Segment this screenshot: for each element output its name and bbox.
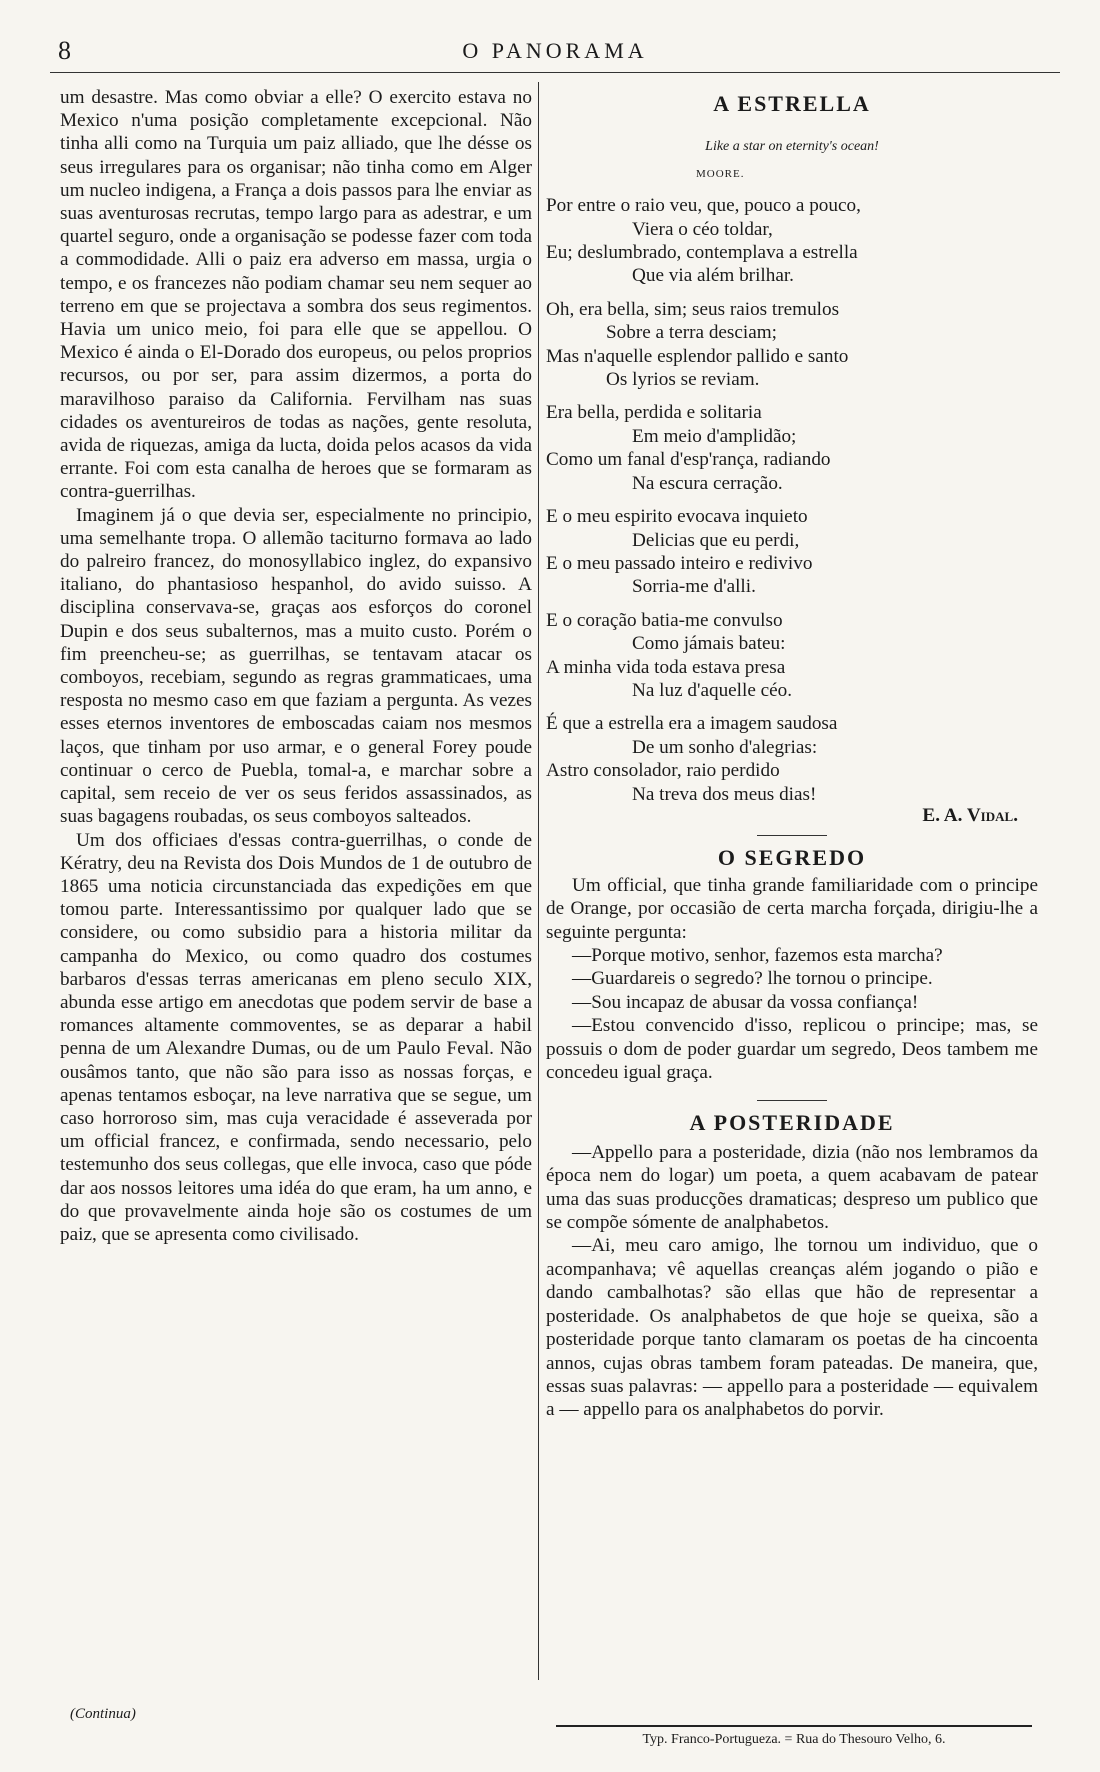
poem-line: De um sonho d'alegrias:	[632, 736, 818, 758]
segredo-paragraph: —Estou convencido d'isso, replicou o principe; mas, se possuis o dom de poder guardar um segredo, Deos tambem me concedeu igual graça.	[546, 1015, 1038, 1084]
epigraph-author: MOORE.	[696, 167, 745, 180]
epigraph: Like a star on eternity's ocean!	[705, 139, 879, 155]
section-title-estrella: A ESTRELLA	[713, 91, 871, 116]
section-title-segredo: O SEGREDO	[717, 845, 867, 871]
poem-line: A minha vida toda estava presa	[546, 656, 786, 678]
stanza	[546, 401, 1038, 495]
segredo-paragraph: —Guardareis o segredo? lhe tornou o principe.	[572, 968, 933, 990]
poem-line: Oh, era bella, sim; seus raios tremulos	[546, 298, 840, 320]
poem-line: Como um fanal d'esp'rança, radiando	[546, 449, 831, 471]
poem-line: Mas n'aquelle esplendor pallido e santo	[546, 345, 849, 367]
column-divider	[538, 82, 539, 1680]
page-number: 8	[58, 36, 71, 65]
poem-line: Era bella, perdida e solitaria	[546, 402, 762, 424]
poem-line: Delicias que eu perdi,	[632, 529, 800, 551]
poem-line: Em meio d'amplidão;	[632, 425, 797, 447]
segredo-text	[546, 874, 1038, 1085]
stanza	[546, 194, 1038, 288]
poem-line: Por entre o raio veu, que, pouco a pouco,	[546, 195, 861, 217]
poem-line: Que via além brilhar.	[632, 265, 794, 287]
stanza	[546, 609, 1038, 703]
right-column	[546, 92, 1038, 1422]
posteridade-paragraph: —Ai, meu caro amigo, lhe tornou um individuo, que o acompanhava; vê aquellas creanças além jogando o pião e dando cambalhotas? são ellas que hão de representar a posteridade. Os analphabetos de que hoje se queixa, são a posteridade porque tanto clamaram os poetas de ha cincoenta annos, cujas obras tambem foram pateadas. De maneira, que, essas suas palavras: — appello para a posteridade — equivalem a — appello para os analphabetos do porvir.	[546, 1235, 1038, 1421]
continua-note: (Continua)	[70, 1706, 136, 1722]
segredo-paragraph: —Porque motivo, senhor, fazemos esta marcha?	[572, 945, 943, 966]
poem-line: E o meu passado inteiro e redivivo	[546, 552, 813, 574]
poem-line: Na luz d'aquelle céo.	[632, 679, 793, 701]
segredo-paragraph: —Sou incapaz de abusar da vossa confiança!	[572, 991, 919, 1013]
masthead: O PANORAMA	[462, 38, 648, 63]
poem-line: Sorria-me d'alli.	[632, 576, 756, 598]
posteridade-paragraph: —Appello para a posteridade, dizia (não nos lembramos da época nem do logar) um poeta, a quem acabavam de patear uma das suas producções dramaticas; despreso um publico que se compõe sómente de analphabetos.	[546, 1141, 1038, 1234]
footer-rule	[556, 1725, 1032, 1727]
poem-line: É que a estrella era a imagem saudosa	[546, 713, 838, 735]
stanza	[546, 712, 1038, 806]
poem-line: Viera o céo toldar,	[632, 218, 773, 240]
poem-line: Astro consolador, raio perdido	[546, 760, 780, 782]
left-paragraph: Imaginem já o que devia ser, especialmente no principio, uma semelhante tropa. O allemão taciturno formava ao lado do palreiro francez, do monosyllabico inglez, do expansivo italiano, do phantasioso hespanhol, do avido suisso. A disciplina conservava-se, graças aos esforços do coronel Dupin e dos seus subalternos, mas a muito custo. Porém o fim preencheu-se; as guerrilhas, se tentavam atacar os comboyos, recebiam, segundo as regras grammaticaes, uma resposta no mesmo caso em que faziam a pergunta. As vezes esses eternos inventores de emboscadas caiam nos mesmos laços, que tinham por uso armar, e o general Forey poude continuar o cerco de Puebla, tomal-a, e marchar sobre a capital, sem receio de ver os seus feridos assassinados, as suas bagagens roubadas, os seus comboyos salteados.	[60, 504, 532, 828]
left-column	[60, 86, 532, 1246]
header-rule	[50, 72, 1060, 73]
poem-line: Eu; deslumbrado, contemplava a estrella	[546, 242, 858, 264]
section-rule	[757, 1100, 827, 1101]
poem-line: E o meu espirito evocava inquieto	[546, 506, 808, 528]
section-rule	[757, 835, 827, 836]
posteridade-text	[546, 1141, 1038, 1422]
poem	[546, 194, 1038, 827]
left-paragraph: Um dos officiaes d'essas contra-guerrilhas, o conde de Kératry, deu na Revista dos Dois Mundos de 1 de outubro de 1865 uma noticia circunstanciada das expedições em que tomou parte. Interessantissimo por qualquer lado que se considere, ou como subsidio para a historia militar da campanha do Mexico, ou como quadro dos costumes barbaros d'essas terras americanas em pleno seculo XIX, abunda esse artigo em anecdotas que podem servir de base a romances altamente commoventes, se as deparar a habil penna de um Alexandre Dumas, ou de um Paulo Feval. Não ousâmos tanto, que não são para isso as nossas forças, e apenas tentamos esboçar, na leve narrativa que se segue, um caso horroroso sim, mas cuja veracidade é asseverada por um official francez, e confirmada, sendo necessario, pelo testemunho dos seus collegas, que elle invoca, caso que póde dar aos nossos leitores uma idéa do que eram, ha um anno, e do que provavelmente ainda hoje são os costumes de um paiz, que se apresenta como civilisado.	[60, 829, 532, 1245]
left-paragraph: um desastre. Mas como obviar a elle? O exercito estava no Mexico n'uma posição completamente excepcional. Não tinha alli como na Turquia um paiz alliado, que lhe désse os seus irregulares para os organisar; não tinha como em Alger um nucleo indigena, a França a dois passos para lhe enviar as suas aventurosas recrutas, tempo largo para as adestrar, e um quartel seguro, onde a organisação se podesse fazer com toda a commodidade. Alli o paiz era adverso em massa, urgia o tempo, e os francezes não podiam chamar seu nem sequer ao terreno em que se projectava a sombra dos seus regimentos. Havia um unico meio, foi para elle que se appellou. O Mexico é ainda o El-Dorado dos europeus, ou pelos proprios recursos, ou por ser, para assim dizermos, a porta do maravilhoso paraiso da California. Fervilham nas suas cidades os aventureiros de todas as nações, gente resoluta, avida de riquezas, amiga da lucta, doida pelos acasos da vida errante. Foi com esta canalha de heroes que se formaram as contra-guerrilhas.	[60, 87, 532, 503]
poem-line: E o coração batia-me convulso	[546, 609, 783, 631]
poem-line: Como jámais bateu:	[632, 633, 786, 655]
stanza	[546, 298, 1038, 392]
poem-line: Os lyrios se reviam.	[606, 369, 760, 391]
page-header	[50, 28, 1060, 68]
poem-line: Na escura cerração.	[632, 472, 783, 494]
poem-signature: E. A. Vidal.	[922, 804, 1018, 826]
stanza	[546, 505, 1038, 599]
poem-line: Na treva dos meus dias!	[632, 783, 817, 805]
printer-imprint: Typ. Franco-Portugueza. = Rua do Thesouro Velho, 6.	[642, 1732, 946, 1747]
segredo-paragraph: Um official, que tinha grande familiaridade com o principe de Orange, por occasião de certa marcha forçada, dirigiu-lhe a seguinte pergunta:	[546, 874, 1038, 943]
poem-line: Sobre a terra desciam;	[606, 322, 778, 344]
section-title-posteridade: A POSTERIDADE	[689, 1110, 895, 1136]
